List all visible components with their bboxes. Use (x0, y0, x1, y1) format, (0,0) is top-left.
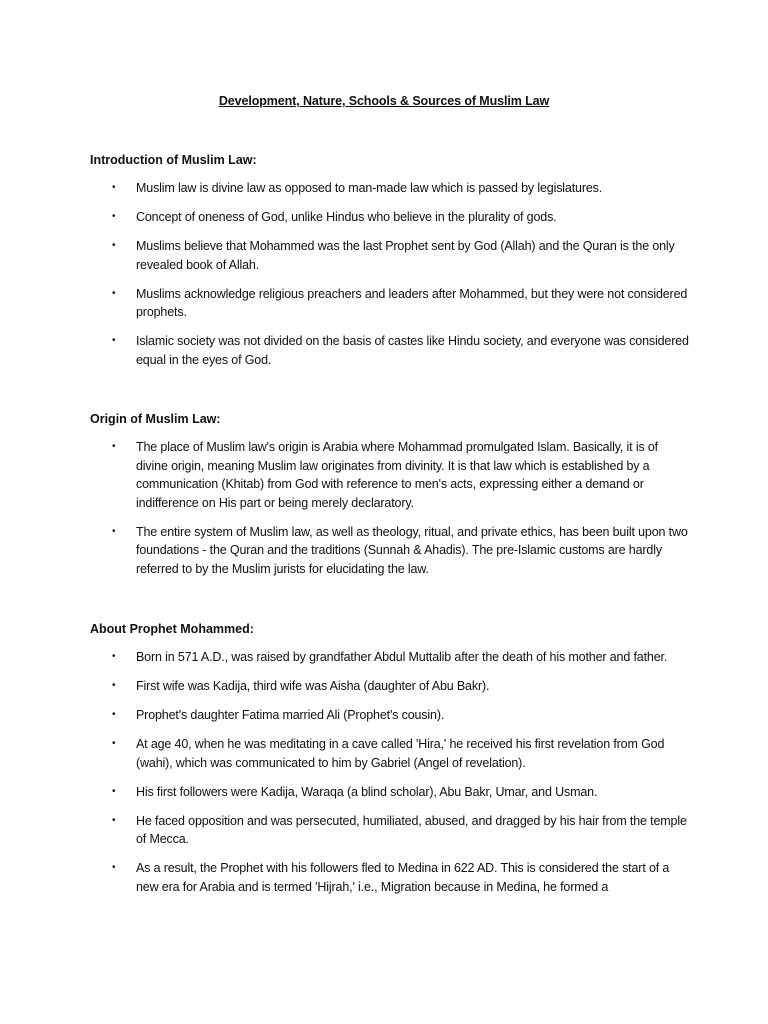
list-item (90, 677, 690, 696)
bullet-list (90, 179, 690, 369)
list-item-text: Muslims believe that Mohammed was the last Prophet sent by God (Allah) and the Quran is the only revealed book of Allah. (136, 239, 675, 272)
list-item (90, 523, 690, 579)
bullet-icon: • (112, 287, 116, 299)
list-item (90, 237, 690, 274)
list-item-text: As a result, the Prophet with his followers fled to Medina in 622 AD. This is considered the start of a new era for Arabia and is termed 'Hijrah,' i.e., Migration because in Medina, he formed a (136, 861, 670, 894)
list-item-text: The entire system of Muslim law, as well as theology, ritual, and private ethics, has been built upon two foundations - the Quran and the traditions (Sunnah & Ahadis). The pre-Islamic customs are hardly referred to by the Muslim jurists for elucidating the law. (136, 524, 688, 576)
list-item-text: Prophet's daughter Fatima married Ali (Prophet's cousin). (136, 708, 445, 722)
section-origin (90, 410, 690, 589)
list-item (90, 438, 690, 512)
bullet-icon: • (112, 651, 116, 662)
bullet-icon: • (112, 862, 116, 873)
list-item-text: The place of Muslim law's origin is Arabia where Mohammad promulgated Islam. Basically, it is of divine origin, meaning Muslim law originates from divinity. It is that law which is established by a communication (Khitab) from God with reference to men's acts, expressing either a demand or indifference on His part or being merely declaratory. (136, 440, 658, 510)
document-title: Development, Nature, Schools & Sources of Muslim Law (218, 94, 550, 108)
list-item-text: At age 40, when he was meditating in a cave called 'Hira,' he received his first revelation from God (wahi), which was communicated to him by Gabriel (Angel of revelation). (136, 737, 665, 770)
section-heading: About Prophet Mohammed: (90, 622, 254, 636)
section-prophet-mohammed (90, 620, 690, 907)
bullet-icon: • (112, 785, 116, 797)
bullet-icon: • (112, 441, 116, 452)
list-item-text: Concept of oneness of God, unlike Hindus who believe in the plurality of gods. (136, 210, 557, 224)
bullet-icon: • (112, 709, 116, 720)
list-item-text: Born in 571 A.D., was raised by grandfather Abdul Muttalib after the death of his mother and father. (136, 650, 668, 664)
list-item (90, 208, 690, 227)
bullet-icon: • (112, 240, 116, 251)
list-item-text: Islamic society was not divided on the basis of castes like Hindu society, and everyone was considered equal in the eyes of God. (136, 334, 689, 367)
section-heading: Origin of Muslim Law: (90, 412, 221, 426)
list-item-text: His first followers were Kadija, Waraqa (a blind scholar), Abu Bakr, Umar, and Usman. (136, 784, 598, 799)
section-heading: Introduction of Muslim Law: (90, 153, 257, 167)
bullet-icon: • (112, 814, 116, 826)
list-item (90, 812, 690, 849)
list-item (90, 648, 690, 667)
section-introduction (90, 151, 690, 380)
list-item (90, 179, 690, 198)
bullet-list (90, 438, 690, 578)
list-item (90, 285, 690, 322)
bullet-list (90, 648, 690, 896)
list-item (90, 735, 690, 772)
list-item (90, 783, 690, 802)
bullet-icon: • (112, 680, 116, 691)
list-item-text: Muslims acknowledge religious preachers and leaders after Mohammed, but they were not considered prophets. (136, 286, 688, 319)
list-item (90, 706, 690, 725)
list-item-text: First wife was Kadija, third wife was Aisha (daughter of Abu Bakr). (136, 679, 490, 693)
bullet-icon: • (112, 525, 116, 537)
bullet-icon: • (112, 738, 116, 749)
bullet-icon: • (112, 182, 116, 193)
list-item (90, 859, 690, 896)
bullet-icon: • (112, 335, 116, 346)
list-item-text: He faced opposition and was persecuted, humiliated, abused, and dragged by his hair from the temple of Mecca. (136, 813, 687, 846)
bullet-icon: • (112, 211, 116, 222)
list-item-text: Muslim law is divine law as opposed to man-made law which is passed by legislatures. (136, 181, 603, 195)
list-item (90, 332, 690, 369)
